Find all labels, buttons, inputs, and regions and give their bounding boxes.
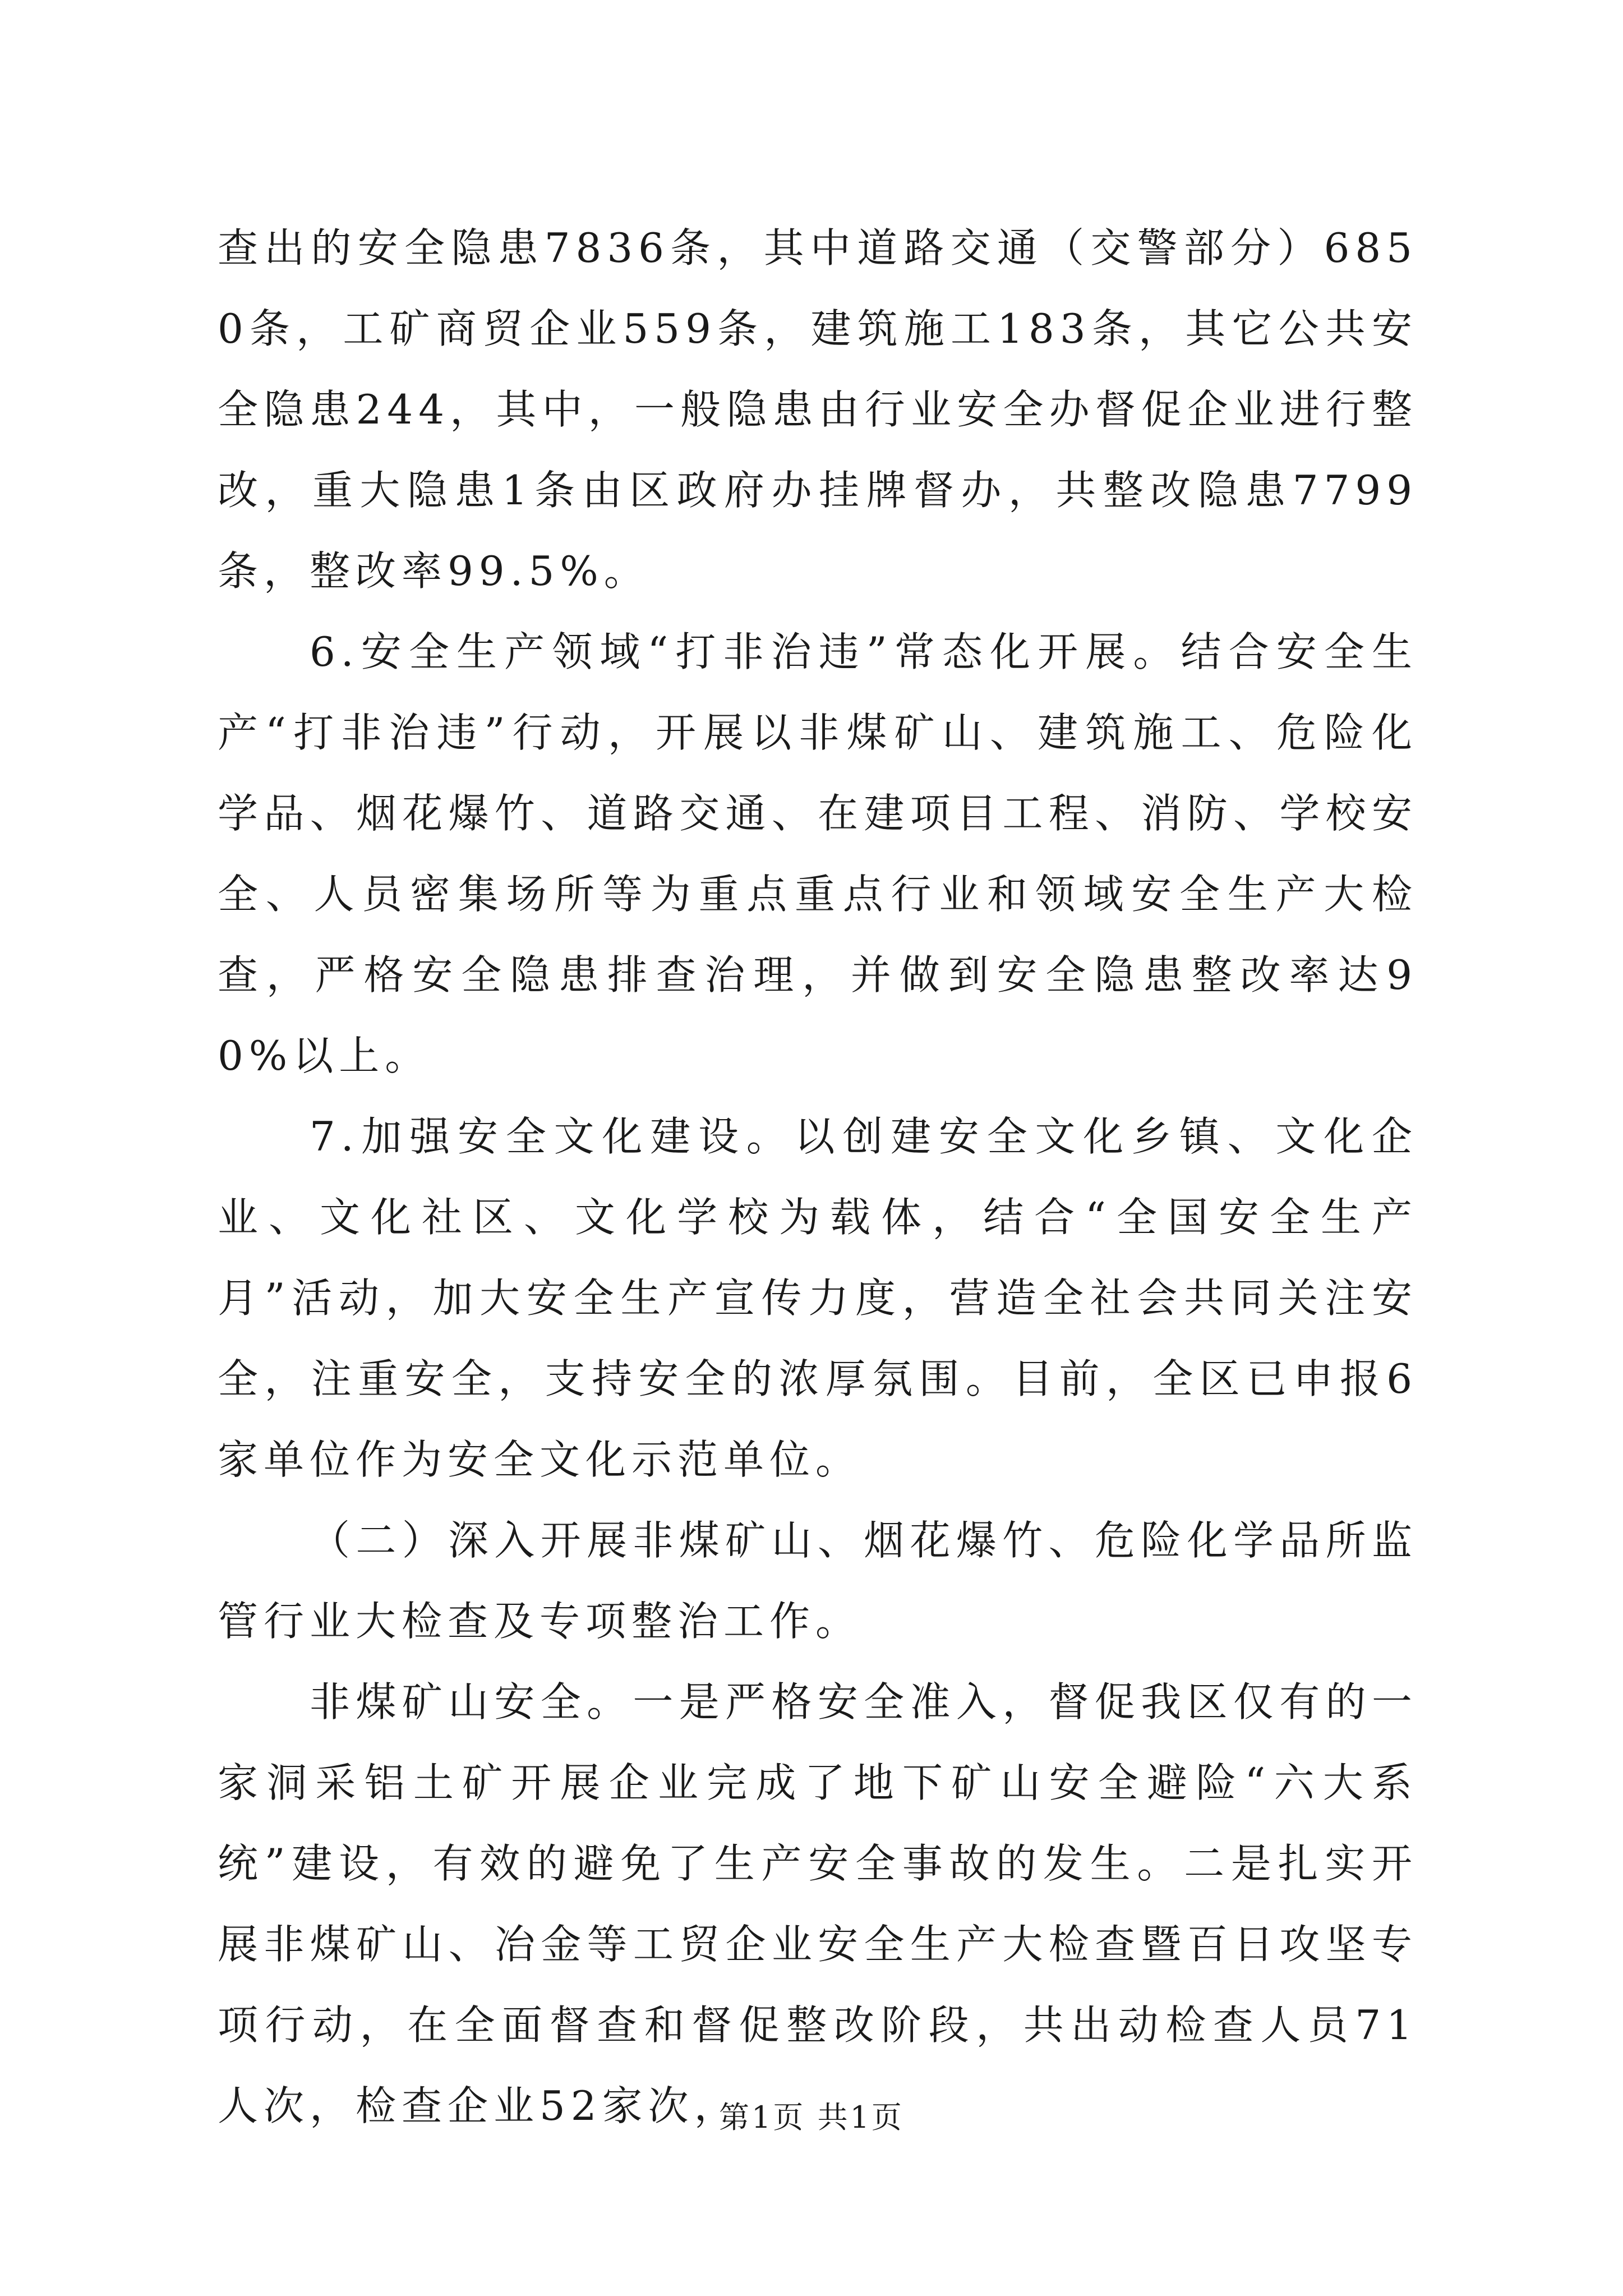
- paragraph-safety-culture: 7.加强安全文化建设。以创建安全文化乡镇、文化企业、文化社区、文化学校为载体，结合“全国安全生产月”活动，加大安全生产宣传力度，营造全社会共同关注安全，注重安全，支持安全的浓厚氛围。目前，全区已申报6家单位作为安全文化示范单位。: [218, 1113, 1418, 1483]
- paragraph-mine-safety: 非煤矿山安全。一是严格安全准入，督促我区仅有的一家洞采铝土矿开展企业完成了地下矿山安全避险“六大系统”建设，有效的避免了生产安全事故的发生。二是扎实开展非煤矿山、冶金等工贸企业安全生产大检查暨百日攻坚专项行动，在全面督查和督促整改阶段，共出动检查人员71人次，检查企业52家次，: [218, 1678, 1418, 2129]
- paragraph-illegal-crackdown: 6.安全生产领域“打非治违”常态化开展。结合安全生产“打非治违”行动，开展以非煤矿山、建筑施工、危险化学品、烟花爆竹、道路交通、在建项目工程、消防、学校安全、人员密集场所等为重点重点行业和领域安全生产大检查，严格安全隐患排查治理，并做到安全隐患整改率达90%以上。: [218, 628, 1418, 1079]
- document-body: [218, 208, 1418, 2146]
- paragraph-hazard-statistics: 查出的安全隐患7836条，其中道路交通（交警部分）6850条，工矿商贸企业559条，建筑施工183条，其它公共安全隐患244，其中，一般隐患由行业安全办督促企业进行整改，重大隐患1条由区政府办挂牌督办，共整改隐患7799条，整改率99.5%。: [218, 224, 1418, 595]
- page-footer: 第1页 共1页: [719, 2100, 904, 2135]
- section-heading-inspection: （二）深入开展非煤矿山、烟花爆竹、危险化学品所监管行业大检查及专项整治工作。: [218, 1517, 1418, 1645]
